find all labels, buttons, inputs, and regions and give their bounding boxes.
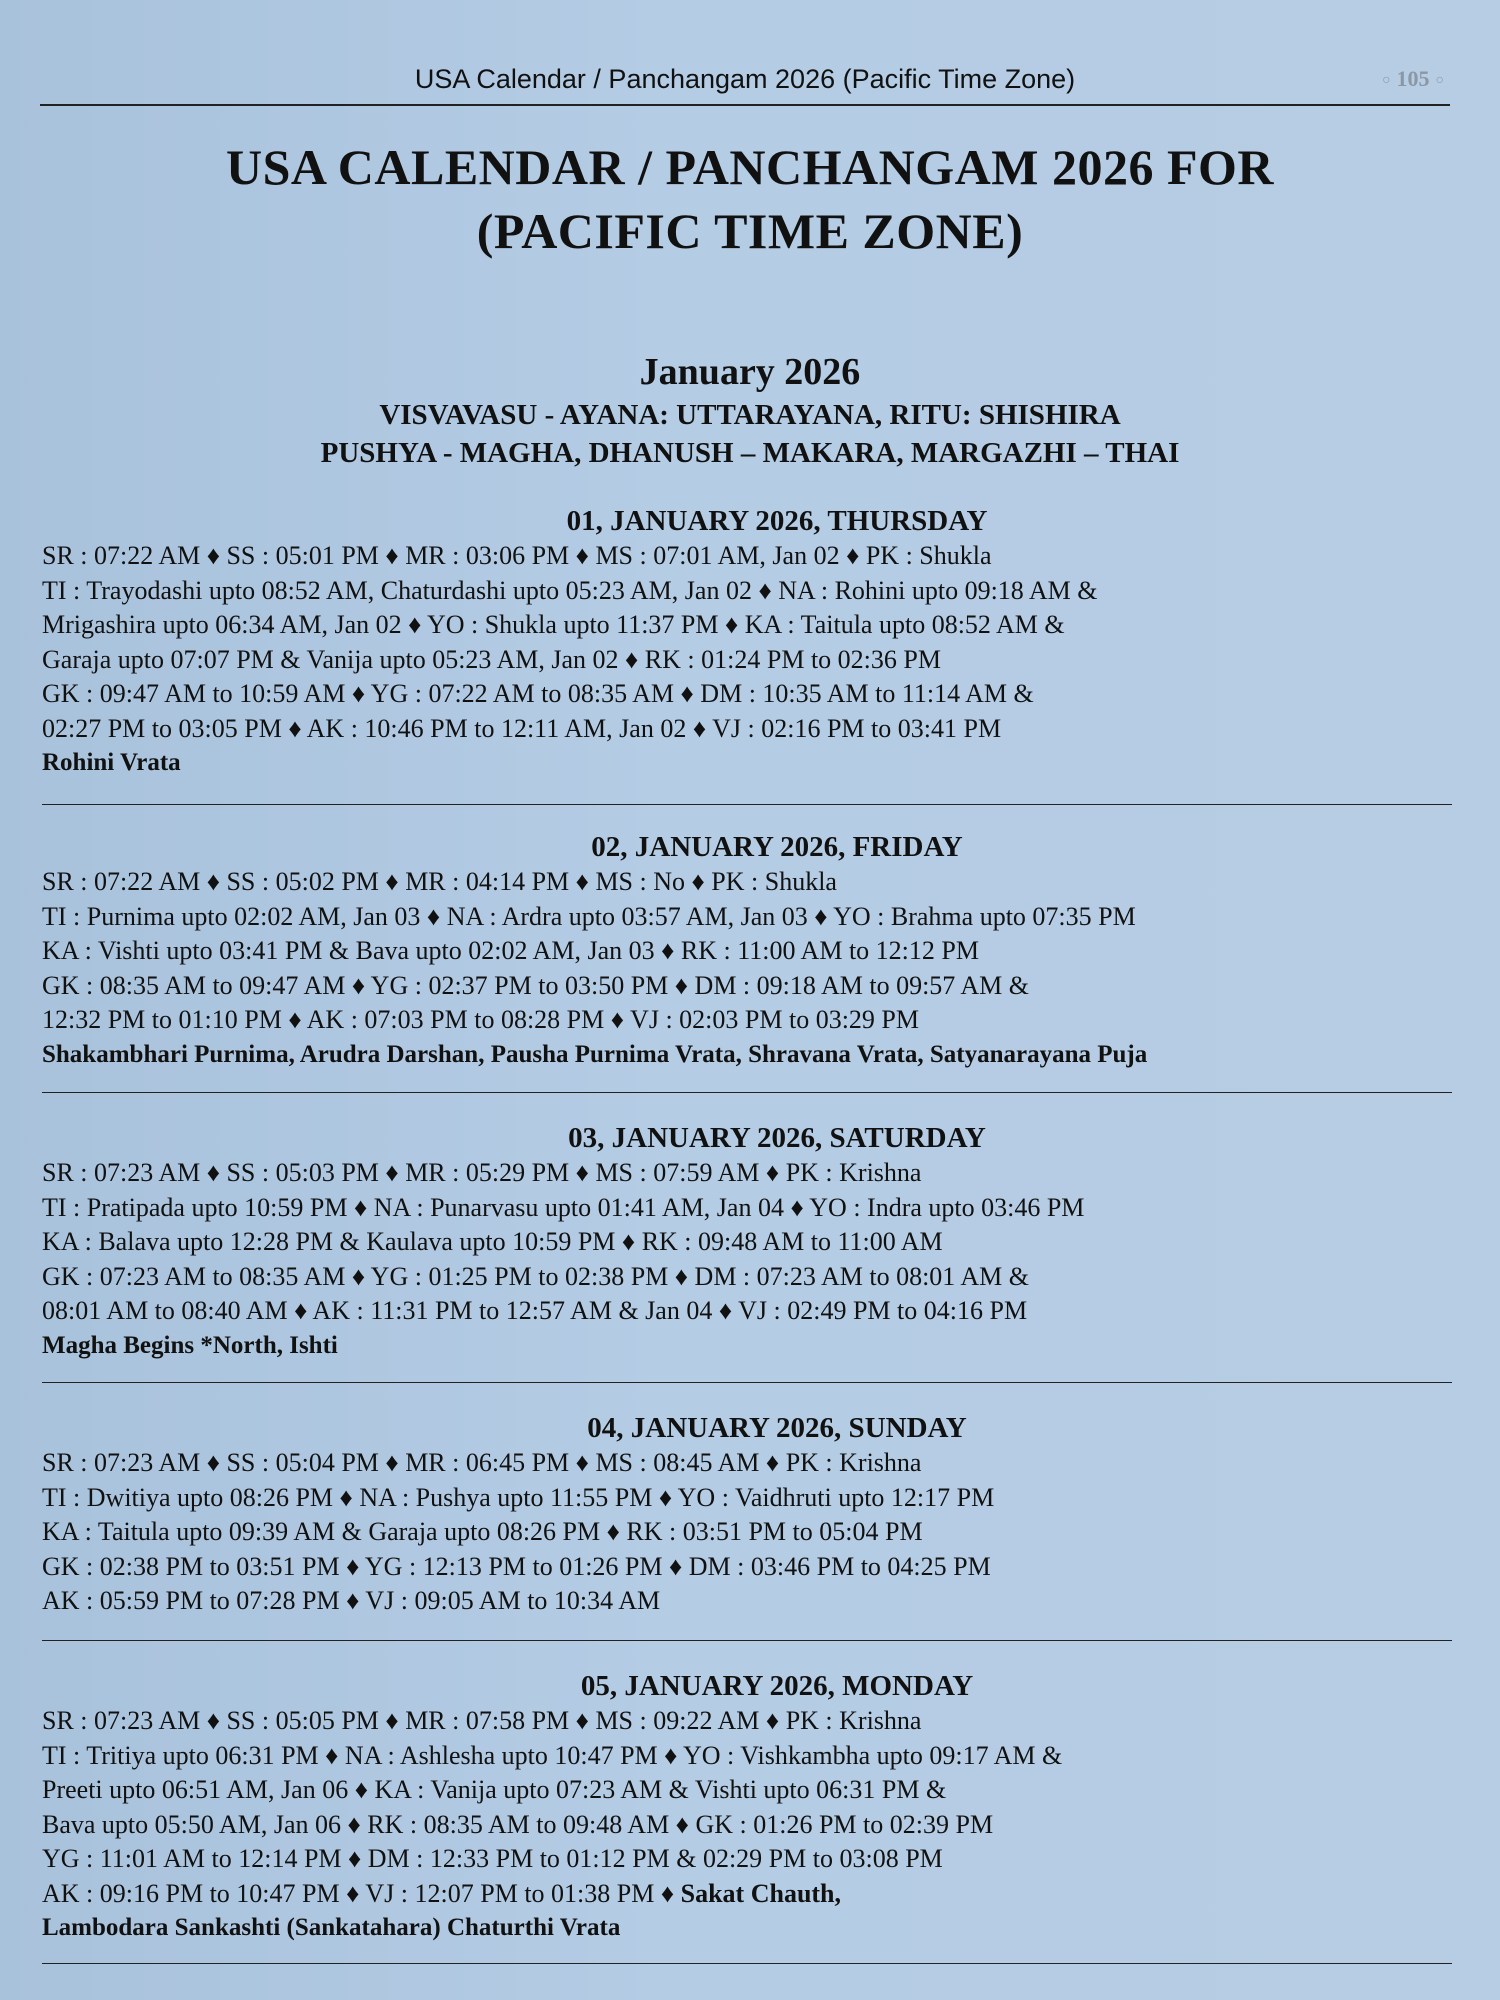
- day-entry: [42, 829, 1452, 1072]
- divider: [42, 1963, 1452, 1964]
- festival-text: Magha Begins *North, Ishti: [42, 1331, 338, 1359]
- divider: [42, 1092, 1452, 1093]
- day-detail-line: GK : 08:35 AM to 09:47 AM ♦ YG : 02:37 PM to 03:50 PM ♦ DM : 09:18 AM to 09:57 AM &: [42, 970, 1029, 1000]
- day-entry: [42, 503, 1452, 780]
- page-title: [0, 135, 1500, 263]
- running-title: USA Calendar / Panchangam 2026 (Pacific Time Zone): [414, 64, 1076, 94]
- day-detail-line: TI : Pratipada upto 10:59 PM ♦ NA : Punarvasu upto 01:41 AM, Jan 04 ♦ YO : Indra upto 03:46 PM: [42, 1192, 1085, 1222]
- festival-text: Rohini Vrata: [42, 749, 181, 776]
- day-detail-text: AK : 09:16 PM to 10:47 PM ♦ VJ : 12:07 PM to 01:38 PM ♦: [42, 1878, 675, 1908]
- divider: [42, 1382, 1452, 1383]
- day-detail-line: SR : 07:23 AM ♦ SS : 05:03 PM ♦ MR : 05:29 PM ♦ MS : 07:59 AM ♦ PK : Krishna: [42, 1158, 922, 1187]
- day-detail-line: KA : Balava upto 12:28 PM & Kaulava upto 10:59 PM ♦ RK : 09:48 AM to 11:00 AM: [42, 1227, 943, 1256]
- day-detail-line: TI : Tritiya upto 06:31 PM ♦ NA : Ashlesha upto 10:47 PM ♦ YO : Vishkambha upto 09:17 AM &: [42, 1740, 1063, 1770]
- day-detail-line: 08:01 AM to 08:40 AM ♦ AK : 11:31 PM to 12:57 AM & Jan 04 ♦ VJ : 02:49 PM to 04:16 PM: [42, 1296, 1028, 1325]
- day-detail-line: GK : 09:47 AM to 10:59 AM ♦ YG : 07:22 AM to 08:35 AM ♦ DM : 10:35 AM to 11:14 AM &: [42, 679, 1034, 708]
- running-header: [40, 62, 1450, 106]
- day-detail-line: SR : 07:23 AM ♦ SS : 05:05 PM ♦ MR : 07:58 PM ♦ MS : 09:22 AM ♦ PK : Krishna: [42, 1706, 922, 1735]
- festival-text-inline: Sakat Chauth,: [680, 1878, 842, 1908]
- day-detail-line: Bava upto 05:50 AM, Jan 06 ♦ RK : 08:35 AM to 09:48 AM ♦ GK : 01:26 PM to 02:39 PM: [42, 1809, 994, 1839]
- page-title-line-1: USA CALENDAR / PANCHANGAM 2026 FOR: [225, 139, 1274, 195]
- season-line-1: VISVAVASU - AYANA: UTTARAYANA, RITU: SHISHIRA: [379, 399, 1121, 431]
- day-heading: 05, JANUARY 2026, MONDAY: [580, 1670, 974, 1702]
- day-heading: 01, JANUARY 2026, THURSDAY: [566, 505, 988, 537]
- day-heading: 02, JANUARY 2026, FRIDAY: [591, 831, 963, 863]
- day-detail-line: 12:32 PM to 01:10 PM ♦ AK : 07:03 PM to 08:28 PM ♦ VJ : 02:03 PM to 03:29 PM: [42, 1005, 920, 1034]
- day-heading: 03, JANUARY 2026, SATURDAY: [568, 1122, 986, 1154]
- day-detail-line: SR : 07:23 AM ♦ SS : 05:04 PM ♦ MR : 06:45 PM ♦ MS : 08:45 AM ♦ PK : Krishna: [42, 1448, 922, 1477]
- day-detail-line: TI : Purnima upto 02:02 AM, Jan 03 ♦ NA : Ardra upto 03:57 AM, Jan 03 ♦ YO : Brahma upto 07:35 PM: [42, 901, 1136, 931]
- day-entry: [42, 1120, 1452, 1363]
- day-detail-line: GK : 07:23 AM to 08:35 AM ♦ YG : 01:25 PM to 02:38 PM ♦ DM : 07:23 AM to 08:01 AM &: [42, 1261, 1029, 1291]
- day-detail-line: TI : Dwitiya upto 08:26 PM ♦ NA : Pushya upto 11:55 PM ♦ YO : Vaidhruti upto 12:17 PM: [42, 1482, 995, 1512]
- day-detail-line: SR : 07:22 AM ♦ SS : 05:01 PM ♦ MR : 03:06 PM ♦ MS : 07:01 AM, Jan 02 ♦ PK : Shukla: [42, 541, 992, 570]
- day-heading: 04, JANUARY 2026, SUNDAY: [587, 1412, 967, 1444]
- day-detail-line: YG : 11:01 AM to 12:14 PM ♦ DM : 12:33 PM to 01:12 PM & 02:29 PM to 03:08 PM: [42, 1844, 943, 1873]
- festival-text: Shakambhari Purnima, Arudra Darshan, Pausha Purnima Vrata, Shravana Vrata, Satyanarayana Puja: [42, 1040, 1148, 1068]
- day-detail-line: GK : 02:38 PM to 03:51 PM ♦ YG : 12:13 PM to 01:26 PM ♦ DM : 03:46 PM to 04:25 PM: [42, 1551, 991, 1581]
- month-header: [0, 348, 1500, 472]
- day-detail-line: KA : Taitula upto 09:39 AM & Garaja upto 08:26 PM ♦ RK : 03:51 PM to 05:04 PM: [42, 1517, 923, 1546]
- divider: [42, 1640, 1452, 1641]
- day-detail-line: [42, 1877, 1452, 1912]
- day-detail-line: KA : Vishti upto 03:41 PM & Bava upto 02:02 AM, Jan 03 ♦ RK : 11:00 AM to 12:12 PM: [42, 936, 979, 965]
- divider: [42, 804, 1452, 805]
- day-detail-line: Preeti upto 06:51 AM, Jan 06 ♦ KA : Vanija upto 07:23 AM & Vishti upto 06:31 PM &: [42, 1775, 947, 1804]
- day-detail-line: SR : 07:22 AM ♦ SS : 05:02 PM ♦ MR : 04:14 PM ♦ MS : No ♦ PK : Shukla: [42, 867, 837, 896]
- season-line-2: PUSHYA - MAGHA, DHANUSH – MAKARA, MARGAZHI – THAI: [320, 437, 1180, 469]
- page-title-line-2: (PACIFIC TIME ZONE): [476, 203, 1024, 259]
- day-detail-line: TI : Trayodashi upto 08:52 AM, Chaturdashi upto 05:23 AM, Jan 02 ♦ NA : Rohini upto 09:18 AM &: [42, 575, 1098, 605]
- day-entry: [42, 1410, 1452, 1619]
- day-entry: [42, 1668, 1452, 1945]
- day-detail-line: Mrigashira upto 06:34 AM, Jan 02 ♦ YO : Shukla upto 11:37 PM ♦ KA : Taitula upto 08:52 AM &: [42, 610, 1065, 639]
- festival-text: Lambodara Sankashti (Sankatahara) Chaturthi Vrata: [42, 1914, 621, 1941]
- day-detail-line: Garaja upto 07:07 PM & Vanija upto 05:23 AM, Jan 02 ♦ RK : 01:24 PM to 02:36 PM: [42, 644, 941, 674]
- month-title: January 2026: [639, 351, 861, 393]
- page-number: ○ 105 ○: [1376, 66, 1450, 92]
- day-detail-line: AK : 05:59 PM to 07:28 PM ♦ VJ : 09:05 AM to 10:34 AM: [42, 1586, 661, 1615]
- day-detail-line: 02:27 PM to 03:05 PM ♦ AK : 10:46 PM to 12:11 AM, Jan 02 ♦ VJ : 02:16 PM to 03:41 PM: [42, 713, 1002, 743]
